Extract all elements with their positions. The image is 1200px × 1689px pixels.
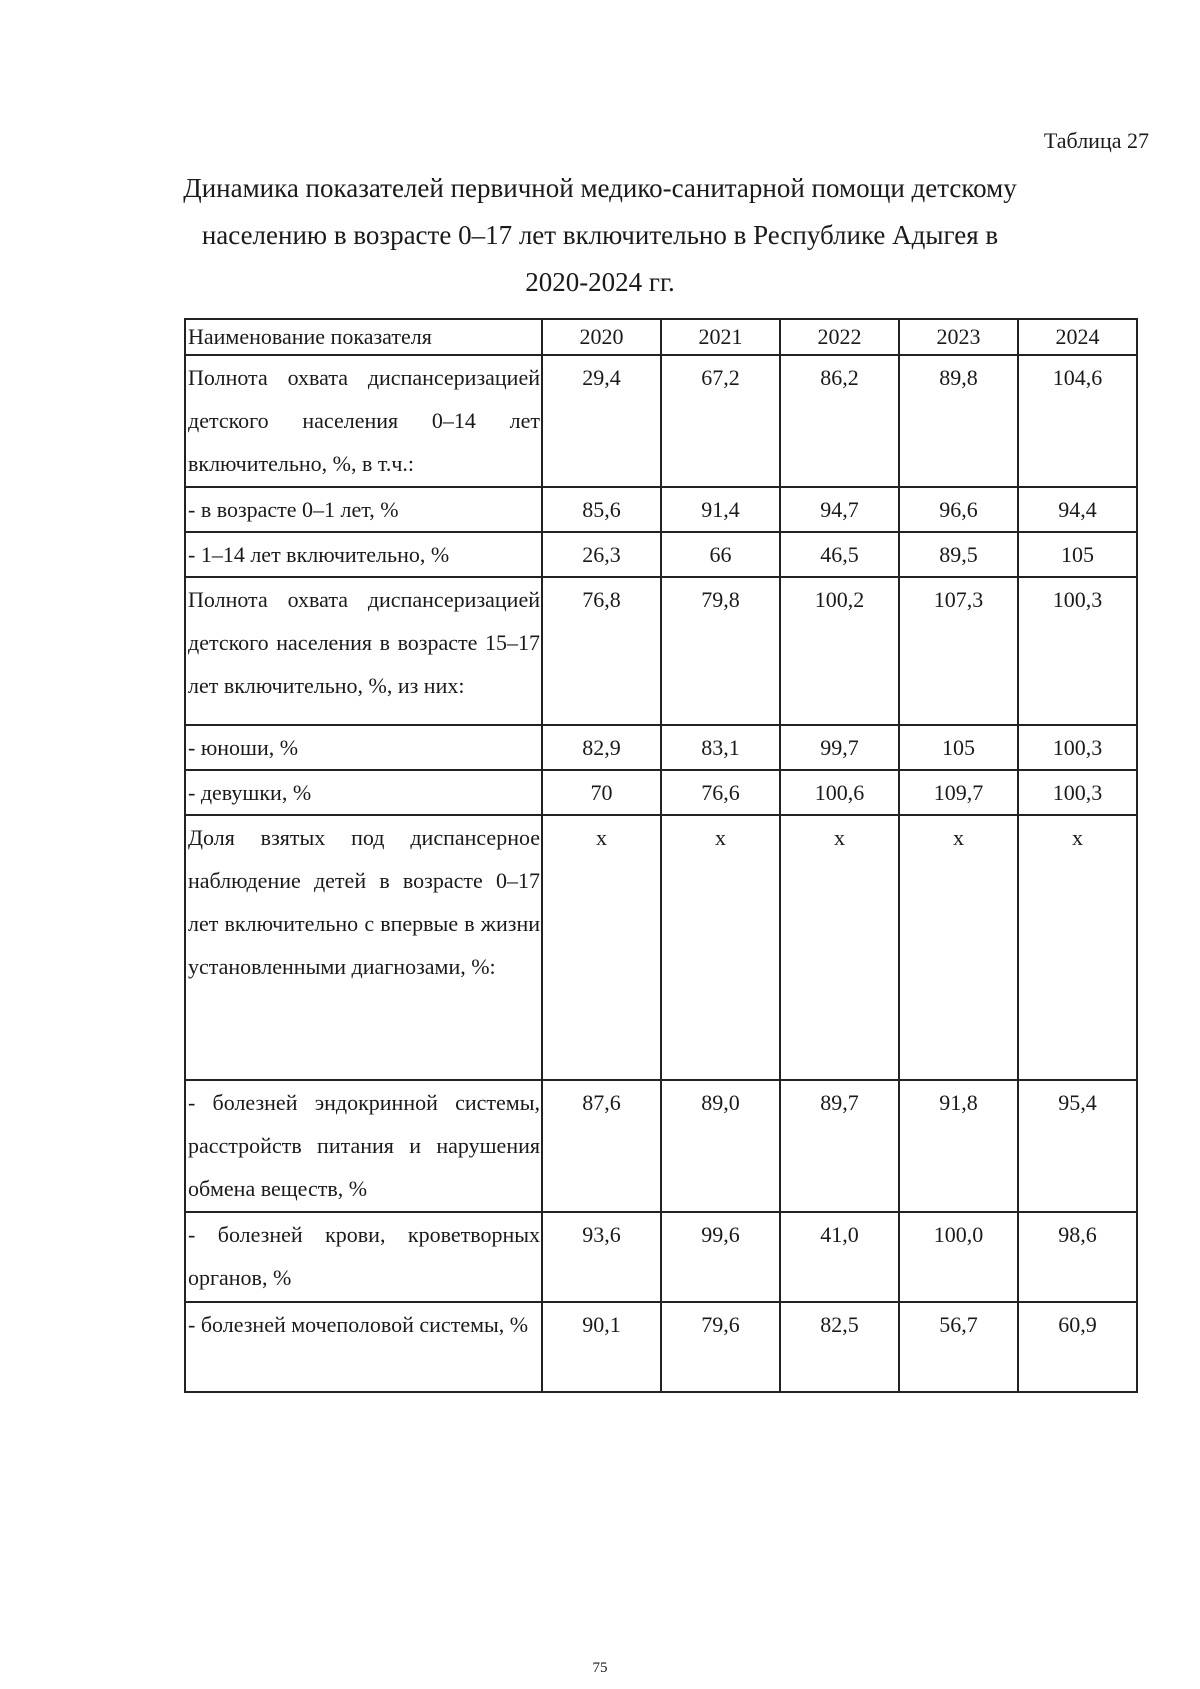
value-cell-2023: 96,6 bbox=[899, 487, 1018, 532]
header-year-2024: 2024 bbox=[1018, 319, 1137, 355]
value-cell-2022: 86,2 bbox=[780, 355, 899, 487]
indicator-name-cell: Доля взятых под диспансерное наблюдение детей в возрасте 0–17 лет включительно с впервые в жизни установленными диагнозами, %: bbox=[185, 815, 542, 1080]
value-cell-2022: 89,7 bbox=[780, 1080, 899, 1212]
value-cell-2021: 79,6 bbox=[661, 1302, 780, 1392]
table-row bbox=[185, 532, 1137, 577]
table-row bbox=[185, 355, 1137, 487]
value-cell-2024: 105 bbox=[1018, 532, 1137, 577]
table-row bbox=[185, 487, 1137, 532]
value-cell-2022: 41,0 bbox=[780, 1212, 899, 1302]
value-cell-2022: 100,2 bbox=[780, 577, 899, 725]
indicator-name-cell: - юноши, % bbox=[185, 725, 542, 770]
indicator-name-cell: - девушки, % bbox=[185, 770, 542, 815]
value-cell-2021: 79,8 bbox=[661, 577, 780, 725]
table-row bbox=[185, 725, 1137, 770]
value-cell-2021: 99,6 bbox=[661, 1212, 780, 1302]
value-cell-2024: 94,4 bbox=[1018, 487, 1137, 532]
value-cell-2024: 98,6 bbox=[1018, 1212, 1137, 1302]
value-cell-2021: 83,1 bbox=[661, 725, 780, 770]
header-year-2023: 2023 bbox=[899, 319, 1018, 355]
title-line: 2020-2024 гг. bbox=[525, 267, 675, 297]
title-line: населению в возрасте 0–17 лет включительно в Республике Адыгея в bbox=[201, 220, 999, 250]
value-cell-2020: 85,6 bbox=[542, 487, 661, 532]
header-year-2020: 2020 bbox=[542, 319, 661, 355]
value-cell-2023: 109,7 bbox=[899, 770, 1018, 815]
table-row bbox=[185, 770, 1137, 815]
value-cell-2020: 29,4 bbox=[542, 355, 661, 487]
value-cell-2022: 94,7 bbox=[780, 487, 899, 532]
value-cell-2024: 60,9 bbox=[1018, 1302, 1137, 1392]
indicator-name-cell: - болезней крови, кроветворных органов, % bbox=[185, 1212, 542, 1302]
page-number: 75 bbox=[592, 1660, 608, 1676]
table-number-label: Таблица 27 bbox=[1043, 128, 1149, 153]
value-cell-2021: 91,4 bbox=[661, 487, 780, 532]
value-cell-2022: 46,5 bbox=[780, 532, 899, 577]
indicator-name-cell: - 1–14 лет включительно, % bbox=[185, 532, 542, 577]
value-cell-2023: 89,8 bbox=[899, 355, 1018, 487]
table-title bbox=[150, 165, 1050, 306]
indicator-name-cell: Полнота охвата диспансеризацией детского населения 0–14 лет включительно, %, в т.ч.: bbox=[185, 355, 542, 487]
value-cell-2024: 95,4 bbox=[1018, 1080, 1137, 1212]
value-cell-2022: 82,5 bbox=[780, 1302, 899, 1392]
header-row bbox=[185, 319, 1137, 355]
table-row bbox=[185, 1302, 1137, 1392]
value-cell-2023: 56,7 bbox=[899, 1302, 1018, 1392]
value-cell-2023: 105 bbox=[899, 725, 1018, 770]
value-cell-2022: x bbox=[780, 815, 899, 1080]
table-row bbox=[185, 815, 1137, 1080]
value-cell-2020: x bbox=[542, 815, 661, 1080]
value-cell-2020: 87,6 bbox=[542, 1080, 661, 1212]
value-cell-2024: 100,3 bbox=[1018, 577, 1137, 725]
table-row bbox=[185, 1212, 1137, 1302]
value-cell-2021: x bbox=[661, 815, 780, 1080]
value-cell-2022: 99,7 bbox=[780, 725, 899, 770]
table-row bbox=[185, 577, 1137, 725]
table-row bbox=[185, 1080, 1137, 1212]
title-line: Динамика показателей первичной медико-санитарной помощи детскому bbox=[183, 173, 1017, 203]
value-cell-2021: 89,0 bbox=[661, 1080, 780, 1212]
indicator-name-cell: - в возрасте 0–1 лет, % bbox=[185, 487, 542, 532]
value-cell-2024: x bbox=[1018, 815, 1137, 1080]
value-cell-2020: 70 bbox=[542, 770, 661, 815]
value-cell-2024: 104,6 bbox=[1018, 355, 1137, 487]
value-cell-2021: 67,2 bbox=[661, 355, 780, 487]
value-cell-2023: 89,5 bbox=[899, 532, 1018, 577]
value-cell-2023: 91,8 bbox=[899, 1080, 1018, 1212]
value-cell-2020: 26,3 bbox=[542, 532, 661, 577]
header-year-2021: 2021 bbox=[661, 319, 780, 355]
indicator-name-cell: - болезней эндокринной системы, расстройств питания и нарушения обмена веществ, % bbox=[185, 1080, 542, 1212]
value-cell-2023: x bbox=[899, 815, 1018, 1080]
value-cell-2023: 100,0 bbox=[899, 1212, 1018, 1302]
value-cell-2023: 107,3 bbox=[899, 577, 1018, 725]
value-cell-2020: 90,1 bbox=[542, 1302, 661, 1392]
header-year-2022: 2022 bbox=[780, 319, 899, 355]
value-cell-2021: 76,6 bbox=[661, 770, 780, 815]
value-cell-2020: 76,8 bbox=[542, 577, 661, 725]
indicators-table bbox=[184, 318, 1138, 1393]
value-cell-2024: 100,3 bbox=[1018, 725, 1137, 770]
value-cell-2022: 100,6 bbox=[780, 770, 899, 815]
value-cell-2020: 82,9 bbox=[542, 725, 661, 770]
value-cell-2024: 100,3 bbox=[1018, 770, 1137, 815]
indicator-name-cell: - болезней мочеполовой системы, % bbox=[185, 1302, 542, 1392]
value-cell-2020: 93,6 bbox=[542, 1212, 661, 1302]
header-indicator-name: Наименование показателя bbox=[185, 319, 542, 355]
indicator-name-cell: Полнота охвата диспансеризацией детского населения в возрасте 15–17 лет включительно, %, из них: bbox=[185, 577, 542, 725]
value-cell-2021: 66 bbox=[661, 532, 780, 577]
